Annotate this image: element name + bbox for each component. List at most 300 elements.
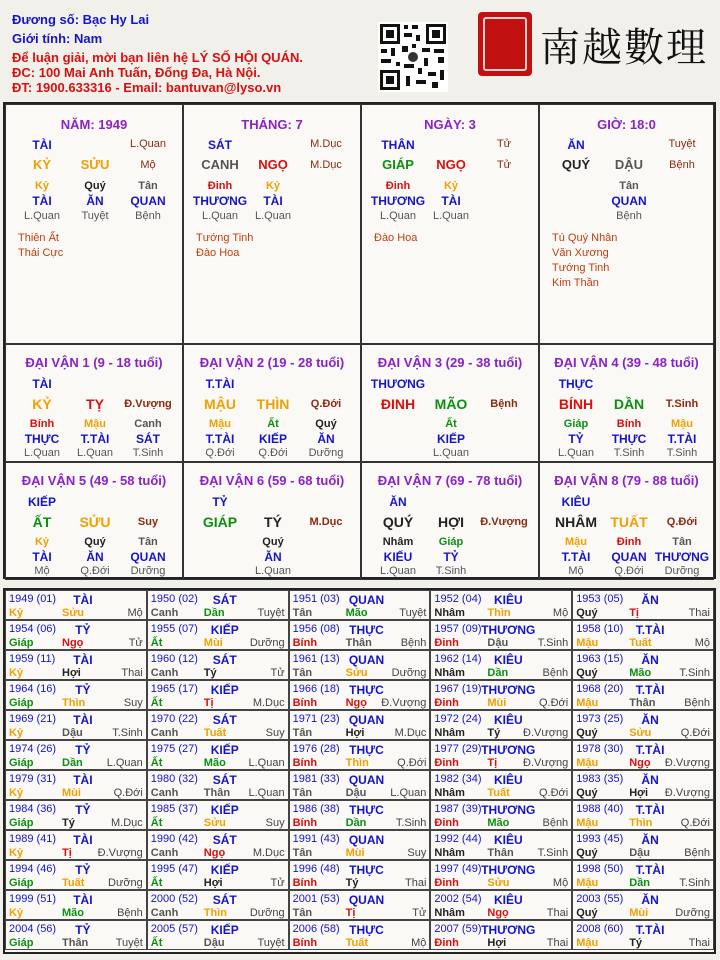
hidden-state: Dưỡng — [664, 565, 700, 577]
heavenly-stem: BÍNH — [558, 396, 594, 412]
year-stem: Bính — [292, 757, 318, 769]
year-god: KIẾP — [210, 683, 239, 697]
heavenly-stem: KỶ — [32, 157, 52, 172]
year-god: SÁT — [212, 833, 237, 847]
year-cell — [572, 740, 714, 770]
year-cell — [289, 920, 431, 950]
year-state: Thai — [688, 607, 710, 619]
dai-van-cell — [5, 344, 183, 462]
year-label: 1963 (15) — [576, 653, 624, 665]
year-stem: Giáp — [9, 637, 34, 649]
earthly-branch: SỬU — [79, 514, 111, 530]
chart-grid — [3, 102, 716, 579]
year-label: 1998 (50) — [576, 863, 624, 875]
year-god: T.TÀI — [635, 683, 665, 697]
dai-van-god: TÀI — [32, 377, 52, 391]
state: T.Sinh — [665, 398, 699, 410]
hidden-state: L.Quan — [432, 447, 470, 459]
heavenly-stem: QUÝ — [382, 514, 414, 530]
year-god: SÁT — [212, 653, 237, 667]
hidden-state: T.Sinh — [435, 565, 467, 577]
dai-van-god: TỶ — [212, 495, 228, 509]
year-cell — [5, 860, 147, 890]
ten-god: M.Dục — [310, 138, 342, 150]
hidden-god: QUAN — [130, 194, 166, 208]
year-label: 1968 (20) — [576, 683, 624, 695]
pillar-cell — [361, 104, 539, 344]
year-state: Q.Đới — [680, 727, 710, 739]
year-stem: Tân — [292, 847, 313, 859]
year-label: 1960 (12) — [150, 653, 198, 665]
year-label: 1984 (36) — [9, 803, 57, 815]
year-state: Dưỡng — [249, 637, 285, 649]
year-stem: Giáp — [9, 817, 34, 829]
hidden-state: Bệnh — [135, 210, 161, 222]
year-state: Đ.Vượng — [664, 787, 710, 799]
year-god: TÀI — [73, 653, 93, 667]
year-branch: Ngọ — [203, 847, 226, 859]
year-cell — [289, 620, 431, 650]
hidden-god: TỶ — [443, 550, 459, 564]
earthly-branch: TỴ — [86, 396, 104, 412]
year-cell — [430, 680, 572, 710]
year-state: T.Sinh — [537, 637, 569, 649]
year-state: Dưỡng — [249, 907, 285, 919]
year-cell — [5, 800, 147, 830]
year-stem: Quý — [576, 787, 598, 799]
year-stem: Canh — [150, 907, 179, 919]
year-god: TÀI — [73, 893, 93, 907]
year-state: L.Quan — [248, 787, 285, 799]
hidden-god: QUAN — [611, 550, 647, 564]
year-god: TÀI — [73, 713, 93, 727]
year-god: THƯƠNG — [481, 863, 536, 877]
heavenly-stem: GIÁP — [202, 514, 238, 530]
year-branch: Mùi — [62, 787, 81, 799]
year-stem: Mậu — [576, 817, 599, 829]
year-cell — [430, 740, 572, 770]
year-branch: Dần — [345, 817, 367, 829]
year-cell — [147, 590, 289, 620]
year-state: Suy — [407, 847, 427, 859]
year-branch: Dần — [487, 667, 509, 679]
year-stem: Nhâm — [434, 787, 465, 799]
year-state: Đ.Vượng — [97, 847, 143, 859]
hidden-stem: Nhâm — [382, 536, 414, 548]
year-god: QUAN — [348, 893, 385, 907]
year-stem: Canh — [150, 727, 179, 739]
note: Thiên Ất — [18, 232, 59, 244]
hidden-god: T.TÀI — [205, 432, 235, 446]
dai-van-cell — [183, 462, 361, 580]
state: Suy — [137, 516, 159, 528]
year-cell — [5, 920, 147, 950]
state: Đ.Vượng — [124, 398, 172, 410]
hidden-god: T.TÀI — [667, 432, 697, 446]
year-god: KIẾP — [210, 803, 239, 817]
year-god: T.TÀI — [635, 803, 665, 817]
gioi-tinh: Giới tính: Nam — [12, 31, 103, 46]
year-label: 1978 (30) — [576, 743, 624, 755]
dai-van-cell — [539, 462, 714, 580]
year-state: L.Quan — [390, 787, 427, 799]
heavenly-stem: NHÂM — [555, 514, 597, 530]
year-state: Tuyệt — [399, 607, 427, 619]
year-god: KIẾP — [210, 743, 239, 757]
year-state: Thai — [121, 667, 143, 679]
hidden-state: L.Quan — [23, 210, 61, 222]
year-cell — [147, 800, 289, 830]
year-god: THỰC — [349, 863, 384, 877]
year-branch: Tuất — [203, 727, 227, 739]
year-state: Dưỡng — [391, 667, 427, 679]
earthly-branch: TUẤT — [610, 514, 648, 530]
year-label: 1962 (14) — [434, 653, 482, 665]
year-god: KIÊU — [493, 833, 523, 847]
year-stem: Quý — [576, 907, 598, 919]
earthly-branch: HỢI — [438, 514, 464, 530]
state: Tử — [496, 159, 512, 171]
year-label: 1974 (26) — [9, 743, 57, 755]
ten-god: ĂN — [567, 138, 585, 152]
year-stem: Bính — [292, 937, 318, 949]
year-stem: Kỷ — [9, 907, 24, 919]
hidden-god: KIẾU — [383, 550, 413, 564]
dai-van-cell — [5, 462, 183, 580]
hidden-god: THƯƠNG — [192, 194, 248, 208]
year-label: 1951 (03) — [292, 593, 340, 605]
year-state: Mộ — [552, 877, 569, 889]
year-god: ĂN — [641, 893, 659, 907]
lien-he: Để luận giải, mời bạn liên hệ LÝ SỐ HỘI QUÁN. — [12, 50, 303, 65]
hidden-stem: Mậu — [209, 418, 231, 430]
year-god: TÀI — [73, 773, 93, 787]
year-label: 2005 (57) — [150, 923, 198, 935]
hidden-stem: Mậu — [565, 536, 587, 548]
year-cell — [289, 590, 431, 620]
dai-van-title: ĐẠI VẬN 7 (69 - 78 tuổi) — [377, 473, 523, 488]
year-god: SÁT — [212, 713, 237, 727]
year-label: 1959 (11) — [9, 653, 56, 665]
year-cell — [289, 860, 431, 890]
year-label: 2003 (55) — [576, 893, 624, 905]
year-cell — [289, 710, 431, 740]
hidden-stem: Giáp — [438, 536, 464, 548]
year-state: Mộ — [552, 607, 569, 619]
year-cell — [572, 650, 714, 680]
year-state: Đ.Vượng — [523, 727, 569, 739]
year-label: 1986 (38) — [292, 803, 340, 815]
hidden-state: Q.Đới — [258, 447, 288, 459]
hidden-stem: Bính — [616, 418, 642, 430]
year-god: SÁT — [212, 773, 237, 787]
year-god: TỶ — [75, 863, 91, 877]
year-god: TỶ — [75, 923, 91, 937]
hidden-state: Q.Đới — [614, 565, 644, 577]
year-god: THỰC — [349, 923, 384, 937]
pillar-title: GIỜ: 18:0 — [597, 117, 656, 132]
year-label: 1997 (49) — [434, 863, 482, 875]
year-cell — [147, 710, 289, 740]
year-branch: Thân — [629, 697, 656, 709]
year-cell — [5, 620, 147, 650]
year-cell — [5, 680, 147, 710]
year-cell — [572, 890, 714, 920]
year-stem: Đinh — [434, 817, 459, 829]
year-branch: Tý — [487, 727, 501, 739]
year-god: THƯƠNG — [481, 623, 536, 637]
year-stem: Bính — [292, 877, 318, 889]
year-cell — [289, 890, 431, 920]
year-god: ĂN — [641, 713, 659, 727]
year-state: Thai — [688, 937, 710, 949]
state: Đ.Vượng — [480, 516, 528, 528]
pillar-title: THÁNG: 7 — [241, 117, 303, 132]
year-god: QUAN — [348, 713, 385, 727]
year-cell — [430, 770, 572, 800]
hidden-stem: Mậu — [671, 418, 693, 430]
year-branch: Sửu — [345, 667, 368, 679]
year-label: 1990 (42) — [150, 833, 198, 845]
year-state: L.Quan — [248, 757, 285, 769]
year-cell — [5, 710, 147, 740]
hidden-god: TỶ — [568, 432, 584, 446]
year-state: Tuyệt — [115, 937, 143, 949]
state: Q.Đới — [666, 516, 698, 528]
year-state: Tử — [270, 667, 285, 679]
year-god: T.TÀI — [635, 623, 665, 637]
year-god: THỰC — [349, 683, 384, 697]
year-branch: Mão — [629, 667, 652, 679]
year-label: 1949 (01) — [9, 593, 57, 605]
year-label: 1953 (05) — [576, 593, 624, 605]
year-branch: Ngọ — [629, 757, 651, 769]
year-branch: Ngọ — [487, 907, 509, 919]
hidden-god: TÀI — [32, 550, 52, 564]
year-label: 1993 (45) — [576, 833, 624, 845]
year-stem: Đinh — [434, 757, 459, 769]
year-branch: Thìn — [62, 697, 86, 709]
year-state: M.Dục — [252, 697, 285, 709]
year-cell — [289, 770, 431, 800]
year-label: 1954 (06) — [9, 623, 57, 635]
year-state: M.Dục — [111, 817, 143, 829]
year-branch: Dần — [62, 757, 83, 769]
year-stem: Tân — [292, 907, 313, 919]
year-state: Tử — [128, 637, 143, 649]
heavenly-stem: GIÁP — [382, 157, 414, 172]
year-label: 1956 (08) — [292, 623, 340, 635]
hidden-state: T.Sinh — [666, 447, 698, 459]
year-cell — [147, 770, 289, 800]
hidden-stem: Kỷ — [265, 180, 281, 192]
year-cell — [147, 680, 289, 710]
year-god: THƯƠNG — [481, 743, 536, 757]
hidden-stem: Quý — [262, 536, 284, 548]
year-state: Bệnh — [684, 697, 710, 709]
year-state: Thai — [546, 907, 569, 919]
hidden-stem: Đinh — [385, 180, 411, 192]
year-label: 1958 (10) — [576, 623, 624, 635]
year-cell — [430, 650, 572, 680]
year-stem: Kỷ — [9, 667, 24, 679]
year-label: 1973 (25) — [576, 713, 624, 725]
year-stem: Đinh — [434, 877, 459, 889]
year-branch: Sửu — [62, 607, 85, 619]
year-god: THƯƠNG — [481, 683, 536, 697]
hidden-state: Dưỡng — [130, 565, 166, 577]
state: M.Dục — [310, 159, 342, 171]
year-cell — [430, 800, 572, 830]
year-stem: Mậu — [576, 877, 599, 889]
year-stem: Tân — [292, 787, 313, 799]
hidden-stem: Canh — [134, 418, 162, 430]
year-god: KIẾP — [210, 863, 239, 877]
hidden-state: Bệnh — [616, 210, 642, 222]
year-label: 1977 (29) — [434, 743, 482, 755]
year-cell — [5, 590, 147, 620]
state: M.Dục — [309, 516, 343, 528]
year-cell — [147, 650, 289, 680]
dai-van-god: ĂN — [389, 495, 407, 509]
year-god: TỶ — [75, 803, 91, 817]
year-branch: Dậu — [62, 727, 83, 739]
year-cell — [430, 620, 572, 650]
year-label: 1991 (43) — [292, 833, 340, 845]
year-cell — [572, 590, 714, 620]
hidden-stem: Tân — [672, 536, 692, 548]
heavenly-stem: ĐINH — [380, 396, 416, 412]
year-branch: Tý — [345, 877, 359, 889]
hidden-god: ĂN — [86, 550, 104, 564]
hidden-state: L.Quan — [254, 565, 292, 577]
dai-van-god: T.TÀI — [205, 377, 235, 391]
year-god: KIÊU — [493, 653, 523, 667]
year-state: Thai — [404, 877, 427, 889]
year-cell — [430, 860, 572, 890]
hidden-god: T.TÀI — [561, 550, 591, 564]
hidden-stem: Mậu — [84, 418, 106, 430]
year-stem: Nhâm — [434, 727, 465, 739]
hidden-state: L.Quan — [254, 210, 292, 222]
qr-code-icon — [378, 22, 448, 92]
year-label: 2004 (56) — [9, 923, 57, 935]
year-stem: Đinh — [434, 937, 459, 949]
year-branch: Hợi — [62, 667, 81, 679]
ten-god: L.Quan — [129, 138, 167, 150]
hidden-god: KIẾP — [436, 432, 465, 446]
year-state: Q.Đới — [538, 697, 569, 709]
year-stem: Bính — [292, 817, 318, 829]
year-branch: Tị — [62, 847, 72, 859]
earthly-branch: TÝ — [264, 514, 282, 530]
year-label: 2007 (59) — [434, 923, 482, 935]
year-branch: Mùi — [203, 637, 223, 649]
year-state: Mộ — [694, 637, 710, 649]
year-branch: Thân — [345, 637, 372, 649]
year-stem: Canh — [150, 667, 179, 679]
year-branch: Thìn — [629, 817, 653, 829]
hidden-state: Mộ — [568, 565, 584, 577]
year-cell — [147, 830, 289, 860]
year-state: Thai — [546, 937, 569, 949]
year-cell — [5, 890, 147, 920]
year-state: Bệnh — [117, 907, 143, 919]
year-cell — [147, 620, 289, 650]
year-state: Q.Đới — [680, 817, 710, 829]
hidden-god: KIẾP — [258, 432, 287, 446]
year-state: L.Quan — [106, 757, 143, 769]
year-branch: Dậu — [345, 787, 367, 799]
year-branch: Ngọ — [345, 697, 367, 709]
year-label: 1994 (46) — [9, 863, 57, 875]
pillar-cell — [183, 104, 361, 344]
year-label: 1992 (44) — [434, 833, 482, 845]
ten-god: Tuyệt — [668, 138, 696, 150]
year-stem: Nhâm — [434, 907, 465, 919]
year-label: 1957 (09) — [434, 623, 482, 635]
year-label: 2001 (53) — [292, 893, 340, 905]
year-stem: Mậu — [576, 937, 599, 949]
year-state: Đ.Vượng — [664, 757, 710, 769]
year-label: 2008 (60) — [576, 923, 624, 935]
ten-god: THÂN — [381, 138, 415, 152]
year-state: Tử — [270, 877, 285, 889]
year-god: QUAN — [348, 773, 385, 787]
note: Tướng Tinh — [196, 232, 254, 244]
note: Đào Hoa — [374, 232, 418, 244]
year-state: M.Dục — [252, 847, 285, 859]
year-state: Bệnh — [400, 637, 427, 649]
year-god: SÁT — [212, 593, 237, 607]
year-state: Suy — [265, 817, 285, 829]
year-label: 1965 (17) — [150, 683, 198, 695]
dai-van-god: KIẾP — [27, 495, 56, 509]
year-stem: Quý — [576, 607, 598, 619]
state: Bệnh — [669, 159, 695, 171]
year-god: KIẾP — [210, 623, 239, 637]
year-stem: Nhâm — [434, 607, 465, 619]
year-branch: Sửu — [629, 727, 652, 739]
year-branch: Mão — [203, 757, 226, 769]
year-stem: Kỷ — [9, 727, 24, 739]
state: Q.Đới — [310, 398, 342, 410]
year-cell — [289, 740, 431, 770]
year-stem: Nhâm — [434, 847, 465, 859]
hidden-state: Tuyệt — [81, 210, 109, 222]
year-label: 1972 (24) — [434, 713, 482, 725]
dai-van-title: ĐẠI VẬN 2 (19 - 28 tuổi) — [199, 355, 345, 370]
hidden-stem: Ất — [445, 418, 457, 430]
year-stem: Canh — [150, 607, 179, 619]
year-stem: Bính — [292, 697, 318, 709]
year-stem: Mậu — [576, 757, 599, 769]
year-state: T.Sinh — [679, 667, 710, 679]
hidden-stem: Tân — [138, 536, 158, 548]
year-branch: Tị — [487, 757, 498, 769]
year-god: KIẾP — [210, 923, 239, 937]
year-state: Đ.Vượng — [381, 697, 427, 709]
year-branch: Hợi — [345, 727, 365, 739]
year-branch: Tý — [62, 817, 75, 829]
year-state: T.Sinh — [395, 817, 427, 829]
earthly-branch: DẦN — [613, 396, 645, 412]
year-state: T.Sinh — [112, 727, 143, 739]
hidden-god: TÀI — [441, 194, 461, 208]
year-table — [3, 588, 716, 954]
year-god: TỶ — [75, 683, 91, 697]
year-god: KIÊU — [493, 713, 523, 727]
